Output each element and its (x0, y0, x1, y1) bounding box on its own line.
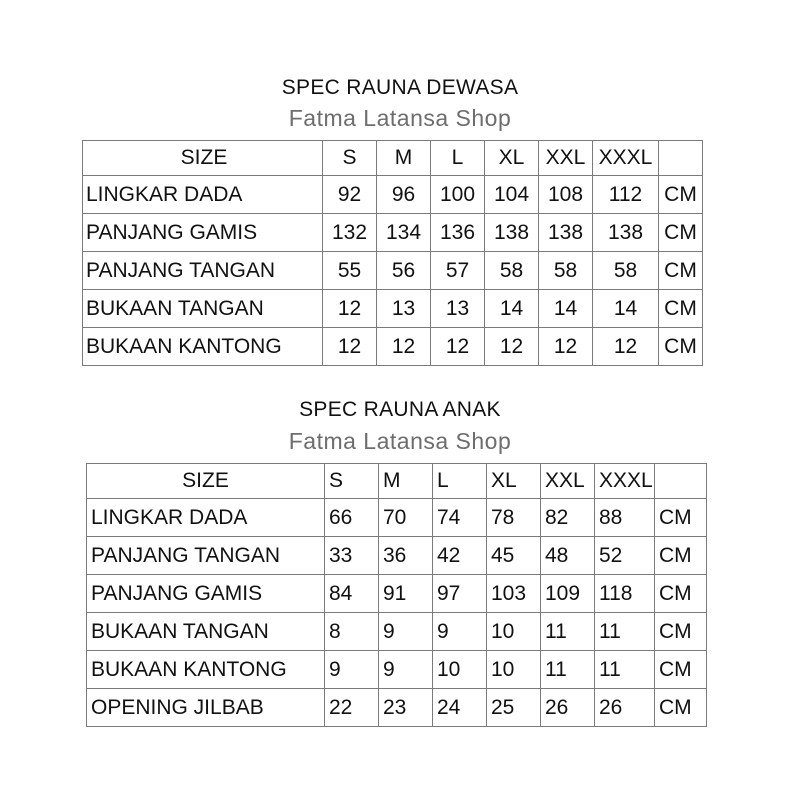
table-row (87, 689, 707, 727)
value-cell: 8 (325, 613, 379, 651)
value-cell: 26 (595, 689, 655, 727)
dewasa-header-cell: M (377, 141, 431, 176)
value-cell: 45 (487, 537, 541, 575)
value-cell: 12 (539, 328, 593, 366)
table-row (83, 328, 703, 366)
value-cell: 82 (541, 499, 595, 537)
table-row (83, 214, 703, 252)
value-cell: 9 (433, 613, 487, 651)
value-cell: 11 (541, 613, 595, 651)
unit-cell: CM (655, 537, 707, 575)
dewasa-header-cell: S (323, 141, 377, 176)
value-cell: 42 (433, 537, 487, 575)
value-cell: 9 (379, 613, 433, 651)
value-cell: 84 (325, 575, 379, 613)
value-cell: 52 (595, 537, 655, 575)
value-cell: 138 (485, 214, 539, 252)
anak-header-cell: M (379, 464, 433, 499)
anak-table-body (87, 464, 707, 727)
unit-cell: CM (659, 290, 703, 328)
dewasa-header-cell (659, 141, 703, 176)
row-label: PANJANG TANGAN (83, 252, 323, 290)
anak-header-cell: XL (487, 464, 541, 499)
value-cell: 14 (485, 290, 539, 328)
value-cell: 138 (539, 214, 593, 252)
unit-cell: CM (659, 252, 703, 290)
value-cell: 25 (487, 689, 541, 727)
value-cell: 9 (379, 651, 433, 689)
unit-cell: CM (655, 575, 707, 613)
unit-cell: CM (655, 651, 707, 689)
dewasa-header-cell: XL (485, 141, 539, 176)
value-cell: 109 (541, 575, 595, 613)
value-cell: 134 (377, 214, 431, 252)
dewasa-table-body (83, 141, 703, 366)
value-cell: 26 (541, 689, 595, 727)
anak-header-cell (655, 464, 707, 499)
value-cell: 112 (593, 176, 659, 214)
value-cell: 56 (377, 252, 431, 290)
value-cell: 74 (433, 499, 487, 537)
value-cell: 138 (593, 214, 659, 252)
dewasa-header-cell: SIZE (83, 141, 323, 176)
value-cell: 136 (431, 214, 485, 252)
anak-header-cell: L (433, 464, 487, 499)
value-cell: 92 (323, 176, 377, 214)
value-cell: 13 (377, 290, 431, 328)
value-cell: 58 (593, 252, 659, 290)
value-cell: 91 (379, 575, 433, 613)
unit-cell: CM (655, 499, 707, 537)
value-cell: 10 (487, 613, 541, 651)
table-row (87, 575, 707, 613)
value-cell: 48 (541, 537, 595, 575)
value-cell: 10 (433, 651, 487, 689)
value-cell: 96 (377, 176, 431, 214)
value-cell: 12 (323, 328, 377, 366)
anak-header-cell: SIZE (87, 464, 325, 499)
row-label: BUKAAN TANGAN (87, 613, 325, 651)
table-row (83, 252, 703, 290)
value-cell: 66 (325, 499, 379, 537)
table-row (83, 290, 703, 328)
value-cell: 78 (487, 499, 541, 537)
unit-cell: CM (659, 176, 703, 214)
value-cell: 70 (379, 499, 433, 537)
value-cell: 57 (431, 252, 485, 290)
value-cell: 10 (487, 651, 541, 689)
value-cell: 12 (323, 290, 377, 328)
value-cell: 24 (433, 689, 487, 727)
row-label: PANJANG GAMIS (87, 575, 325, 613)
value-cell: 118 (595, 575, 655, 613)
value-cell: 14 (593, 290, 659, 328)
table-row (83, 176, 703, 214)
row-label: LINGKAR DADA (87, 499, 325, 537)
value-cell: 100 (431, 176, 485, 214)
dewasa-size-table (82, 140, 703, 366)
value-cell: 103 (487, 575, 541, 613)
row-label: LINGKAR DADA (83, 176, 323, 214)
value-cell: 11 (541, 651, 595, 689)
value-cell: 13 (431, 290, 485, 328)
table-row (87, 499, 707, 537)
value-cell: 12 (485, 328, 539, 366)
unit-cell: CM (659, 214, 703, 252)
dewasa-header-cell: L (431, 141, 485, 176)
dewasa-header-cell: XXL (539, 141, 593, 176)
anak-subtitle: Fatma Latansa Shop (288, 428, 512, 454)
unit-cell: CM (655, 689, 707, 727)
table-row (87, 613, 707, 651)
dewasa-subtitle: Fatma Latansa Shop (288, 105, 512, 131)
value-cell: 58 (539, 252, 593, 290)
table-row (87, 651, 707, 689)
unit-cell: CM (655, 613, 707, 651)
row-label: BUKAAN TANGAN (83, 290, 323, 328)
dewasa-header-row (83, 141, 703, 176)
anak-header-cell: XXXL (595, 464, 655, 499)
value-cell: 104 (485, 176, 539, 214)
value-cell: 14 (539, 290, 593, 328)
value-cell: 12 (431, 328, 485, 366)
value-cell: 55 (323, 252, 377, 290)
value-cell: 11 (595, 613, 655, 651)
value-cell: 12 (593, 328, 659, 366)
anak-size-table (86, 463, 707, 727)
value-cell: 88 (595, 499, 655, 537)
anak-header-cell: S (325, 464, 379, 499)
value-cell: 97 (433, 575, 487, 613)
value-cell: 132 (323, 214, 377, 252)
unit-cell: CM (659, 328, 703, 366)
dewasa-header-cell: XXXL (593, 141, 659, 176)
value-cell: 9 (325, 651, 379, 689)
row-label: PANJANG TANGAN (87, 537, 325, 575)
dewasa-title: SPEC RAUNA DEWASA (281, 76, 519, 99)
table-row (87, 537, 707, 575)
value-cell: 58 (485, 252, 539, 290)
value-cell: 12 (377, 328, 431, 366)
value-cell: 33 (325, 537, 379, 575)
row-label: BUKAAN KANTONG (87, 651, 325, 689)
anak-header-cell: XXL (541, 464, 595, 499)
row-label: OPENING JILBAB (87, 689, 325, 727)
value-cell: 22 (325, 689, 379, 727)
row-label: BUKAAN KANTONG (83, 328, 323, 366)
value-cell: 23 (379, 689, 433, 727)
row-label: PANJANG GAMIS (83, 214, 323, 252)
value-cell: 11 (595, 651, 655, 689)
value-cell: 36 (379, 537, 433, 575)
anak-title: SPEC RAUNA ANAK (299, 398, 501, 421)
value-cell: 108 (539, 176, 593, 214)
anak-header-row (87, 464, 707, 499)
